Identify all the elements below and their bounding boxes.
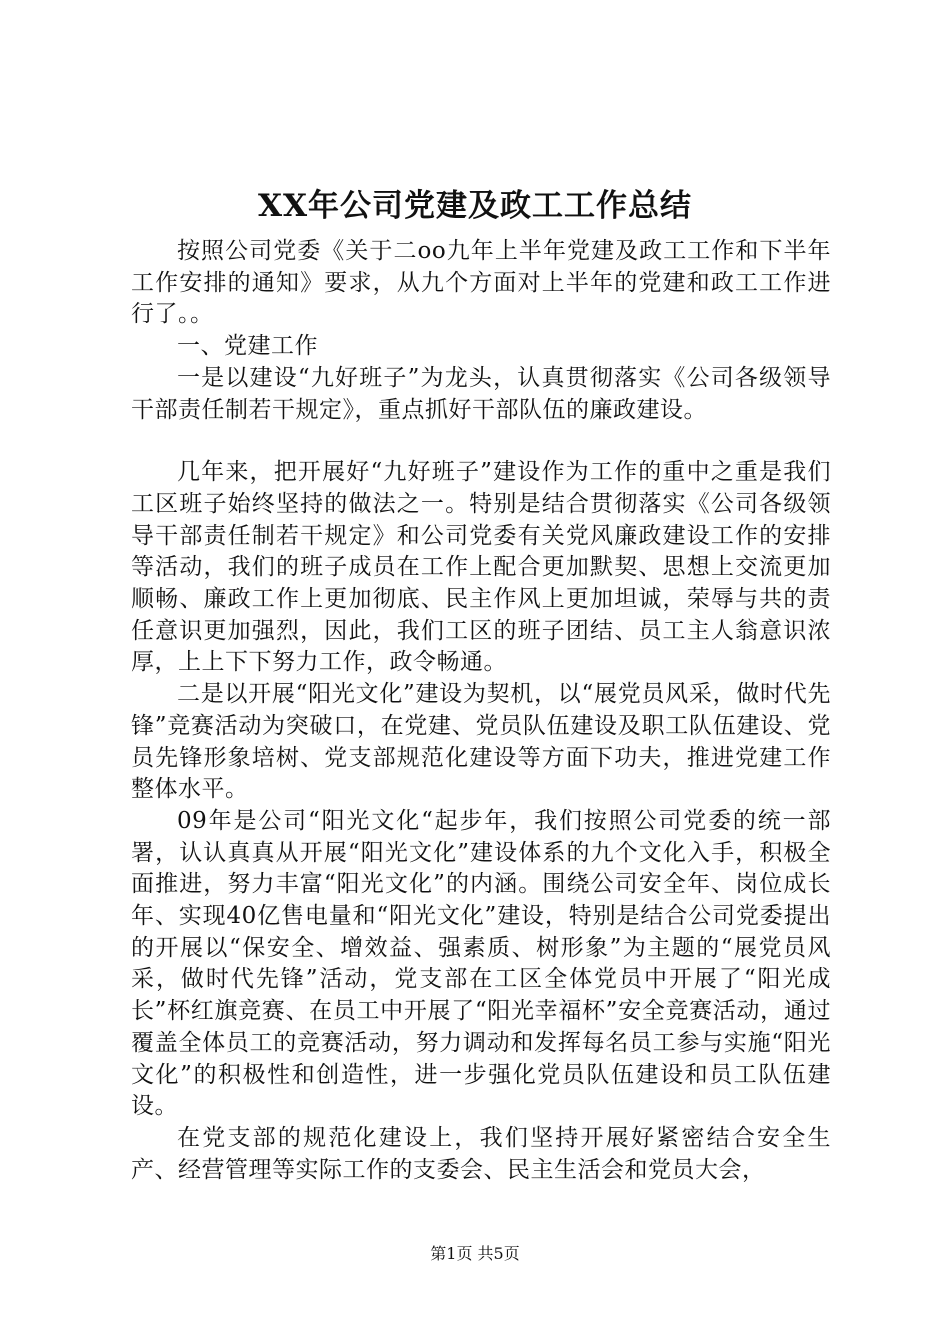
document-title: XX年公司党建及政工工作总结: [257, 188, 693, 224]
document-body: [131, 236, 831, 1186]
page-number-footer: 第1页 共5页: [430, 1244, 520, 1263]
paragraph-team-building: 几年来，把开展好“九好班子”建设作为工作的重中之重是我们工区班子始终坚持的做法之一。特别是结合贯彻落实《公司各级领导干部责任制若干规定》和公司党委有关党风廉政建设工作的安排等活动，我们的班子成员在工作上配合更加默契、思想上交流更加顺畅、廉政工作上更加彻底、民主作风上更加坦诚，荣辱与共的责任意识更加强烈，因此，我们工区的班子团结、员工主人翁意识浓厚，上上下下努力工作，政令畅通。: [131, 459, 831, 676]
paragraph-sunshine-culture: 09年是公司“阳光文化“起步年，我们按照公司党委的统一部署，认认真真从开展“阳光文化”建设体系的九个文化入手，积极全面推进，努力丰富“阳光文化”的内涵。围绕公司安全年、岗位成长年、实现40亿售电量和“阳光文化”建设，特别是结合公司党委提出的开展以“保安全、增效益、强素质、树形象”为主题的“展党员风采，做时代先锋”活动，党支部在工区全体党员中开展了“阳光成长”杯红旗竞赛、在员工中开展了“阳光幸福杯”安全竞赛活动，通过覆盖全体员工的竞赛活动，努力调动和发挥每名员工参与实施“阳光文化”的积极性和创造性，进一步强化党员队伍建设和员工队伍建设。: [131, 807, 831, 1120]
paragraph-intro: 按照公司党委《关于二oo九年上半年党建及政工工作和下半年工作安排的通知》要求，从九个方面对上半年的党建和政工工作进行了。。: [131, 238, 831, 328]
paragraph-point-two: 二是以开展“阳光文化”建设为契机，以“展党员风采，做时代先锋”竞赛活动为突破口，在党建、党员队伍建设及职工队伍建设、党员先锋形象培树、党支部规范化建设等方面下功夫，推进党建工作整体水平。: [131, 681, 831, 803]
section-heading-party-building: 一、党建工作: [177, 333, 318, 360]
paragraph-point-one: 一是以建设“九好班子”为龙头，认真贯彻落实《公司各级领导干部责任制若干规定》，重点抓好干部队伍的廉政建设。: [131, 364, 831, 423]
paragraph-branch-standardization: 在党支部的规范化建设上，我们坚持开展好紧密结合安全生产、经营管理等实际工作的支委会、民主生活会和党员大会，: [131, 1124, 831, 1183]
